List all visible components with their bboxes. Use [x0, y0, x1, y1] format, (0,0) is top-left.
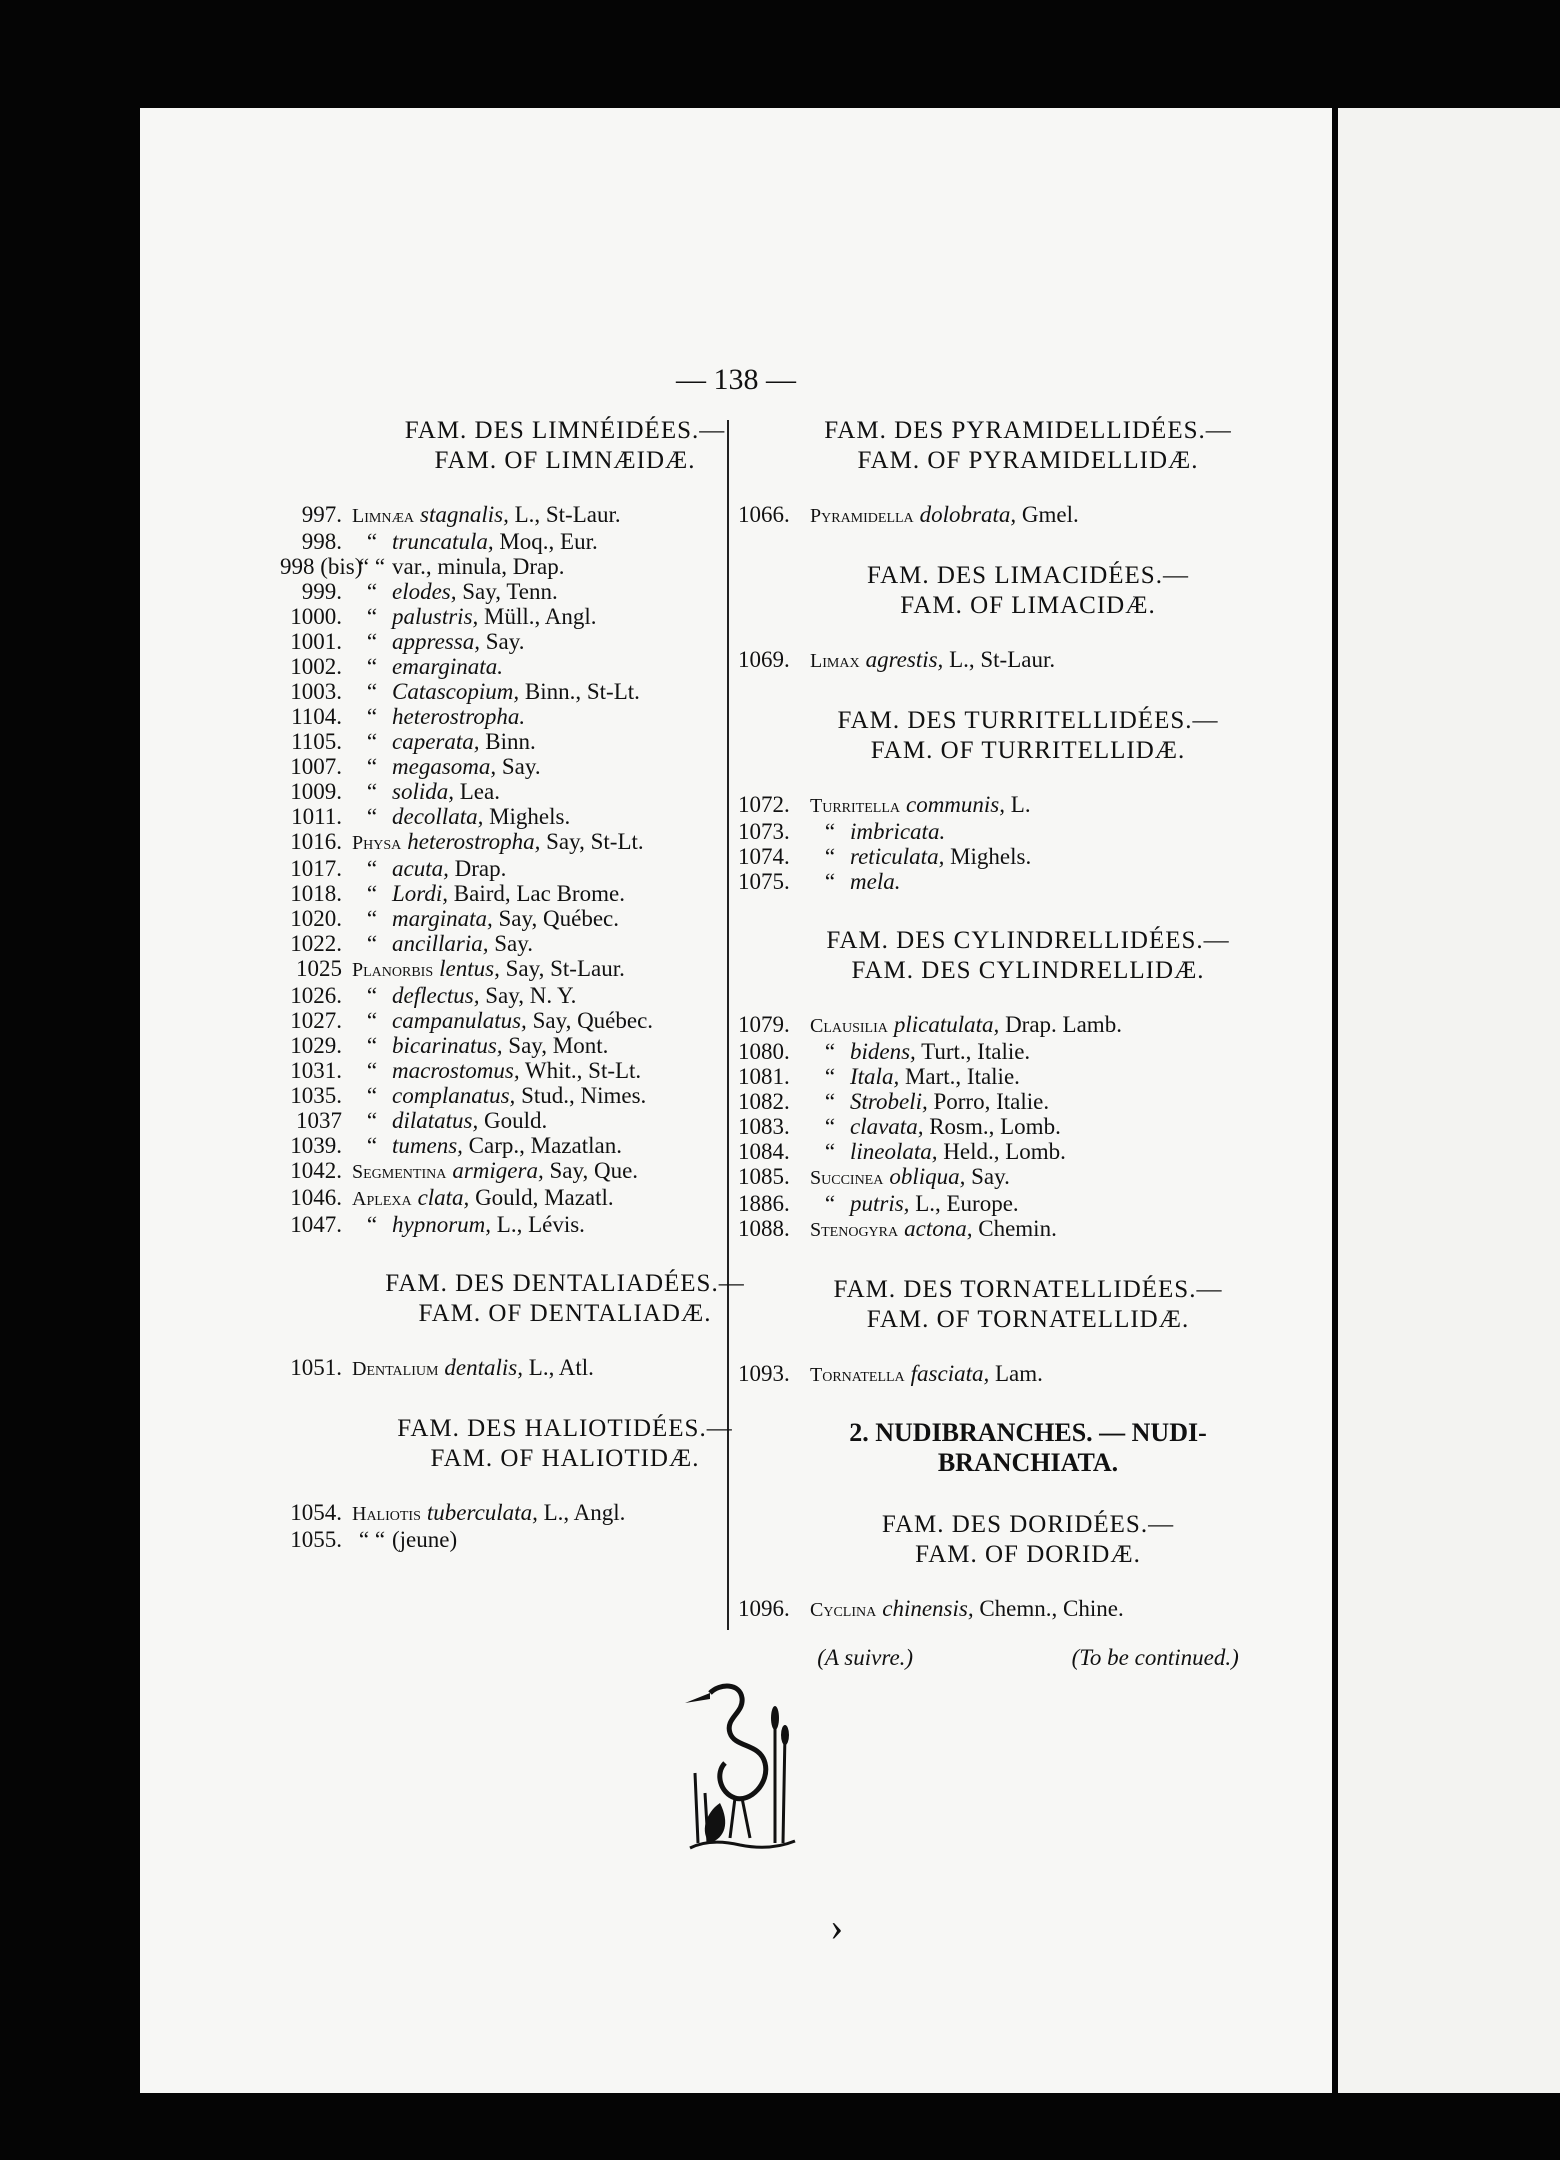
species-name: bicarinatus,: [392, 1033, 503, 1058]
authority-locality: Lea.: [453, 779, 500, 804]
authority-locality: Gmel.: [1016, 502, 1079, 527]
ditto-mark: “: [366, 804, 378, 829]
authority-locality: Baird, Lac Brome.: [448, 881, 625, 906]
entry-text: [342, 704, 525, 729]
order-heading-cont: BRANCHIATA.: [937, 1448, 1119, 1477]
entry-number: 1082.: [738, 1089, 790, 1114]
ditto-mark: “: [366, 779, 378, 804]
entry-number: 1073.: [738, 819, 790, 844]
entry-text: [342, 729, 536, 754]
species-name: lentus,: [439, 956, 500, 981]
genus-name: Tornatella: [810, 1364, 905, 1386]
species-name: elodes,: [392, 579, 457, 604]
authority-locality: Gould, Mazatl.: [469, 1185, 614, 1210]
entry-number: 1000.: [290, 604, 342, 629]
entry-list: [738, 502, 1318, 529]
family-heading-en: FAM. OF HALIOTIDÆ.: [430, 1445, 700, 1472]
family-heading-en: FAM. OF TURRITELLIDÆ.: [870, 737, 1186, 764]
entry-text: [800, 1089, 1049, 1114]
authority-locality: Müll., Angl.: [478, 604, 597, 629]
ditto-mark: “: [824, 1064, 836, 1089]
entry-text: [342, 654, 503, 679]
ditto-mark: “: [366, 1058, 378, 1083]
authority-locality: Say, N. Y.: [479, 983, 577, 1008]
species-name: plicatulata,: [893, 1012, 1000, 1037]
genus-name: Pyramidella: [810, 505, 914, 527]
entry-number: 1022.: [290, 931, 342, 956]
family-heading-fr: FAM. DES LIMNÉIDÉES.—: [404, 417, 726, 444]
entry-number: 1011.: [291, 804, 342, 829]
entry-number: 1035.: [290, 1083, 342, 1108]
authority-locality: Say, Que.: [543, 1158, 639, 1183]
family-heading-en: FAM. OF PYRAMIDELLIDÆ.: [857, 447, 1199, 474]
species-name: heterostropha.: [392, 704, 526, 729]
species-name: dilatatus,: [392, 1108, 479, 1133]
species-name: agrestis,: [865, 647, 944, 672]
species-name: fasciata,: [910, 1361, 990, 1386]
genus-name: Stenogyra: [810, 1219, 899, 1241]
entry-number: 1054.: [290, 1500, 342, 1525]
entry-number: 998.: [301, 529, 342, 554]
authority-locality: Say.: [488, 931, 533, 956]
species-name: decollata,: [392, 804, 484, 829]
entry-text: [342, 983, 576, 1008]
entry-text: [342, 1355, 594, 1382]
entry-text: [800, 844, 1031, 869]
entry-number: 1007.: [290, 754, 342, 779]
ditto-mark: “: [824, 1039, 836, 1064]
order-heading: 2. NUDIBRANCHES. — NUDI-: [849, 1418, 1207, 1447]
species-name: putris,: [850, 1191, 910, 1216]
family-heading-fr: FAM. DES DORIDÉES.—: [881, 1511, 1175, 1538]
entry-text: [800, 1164, 1010, 1191]
species-name: stagnalis,: [420, 502, 509, 527]
ditto-mark: “: [366, 604, 378, 629]
entry-number: 1886.: [738, 1191, 790, 1216]
species-entry: [738, 819, 1318, 844]
ditto-mark: “: [366, 579, 378, 604]
species-name: palustris,: [392, 604, 479, 629]
authority-locality: Moq., Eur.: [493, 529, 598, 554]
entry-text: [800, 1012, 1122, 1039]
ditto-mark: “: [366, 1083, 378, 1108]
entry-number: 1096.: [738, 1596, 790, 1621]
authority-locality: Gould.: [478, 1108, 548, 1133]
ditto-mark: “: [366, 1108, 378, 1133]
entry-text: [800, 1361, 1043, 1388]
authority-locality: Say, Québec.: [526, 1008, 654, 1033]
species-name: communis,: [905, 792, 1006, 817]
species-name: complanatus,: [392, 1083, 516, 1108]
species-name: reticulata,: [850, 844, 945, 869]
authority-locality: Porro, Italie.: [927, 1089, 1050, 1114]
entry-number: 1081.: [738, 1064, 790, 1089]
ditto-mark: “ “: [358, 1527, 386, 1552]
authority-locality: Say.: [965, 1164, 1010, 1189]
entry-text: [342, 1108, 547, 1133]
genus-name: Limnæa: [352, 505, 414, 527]
ditto-mark: “: [366, 629, 378, 654]
genus-name: Cyclina: [810, 1599, 877, 1621]
entry-number: 1084.: [738, 1139, 790, 1164]
species-entry: [738, 1039, 1318, 1064]
species-name: macrostomus,: [392, 1058, 520, 1083]
authority-locality: Turt., Italie.: [915, 1039, 1031, 1064]
entry-number: 1047.: [290, 1212, 342, 1237]
species-name: campanulatus,: [392, 1008, 527, 1033]
species-name: armigera,: [452, 1158, 544, 1183]
ditto-mark: “: [366, 931, 378, 956]
family-heading-en: FAM. OF DORIDÆ.: [915, 1541, 1141, 1568]
entry-text: [342, 1058, 641, 1083]
entry-text: [342, 629, 524, 654]
authority-locality: Say, Québec.: [492, 906, 619, 931]
entry-number: 1029.: [290, 1033, 342, 1058]
entry-number: 999.: [301, 579, 342, 604]
species-entry: [738, 1139, 1318, 1164]
entry-text: [342, 1033, 608, 1058]
genus-name: Succinea: [810, 1167, 884, 1189]
ditto-mark: “: [824, 1114, 836, 1139]
species-name: truncatula,: [392, 529, 494, 554]
entry-number: 1072.: [738, 792, 790, 817]
entry-number: 1025: [296, 956, 342, 981]
ditto-mark: “: [824, 844, 836, 869]
family-heading-fr: FAM. DES TURRITELLIDÉES.—: [837, 707, 1219, 734]
ditto-mark: “: [366, 654, 378, 679]
family-heading-fr: FAM. DES DENTALIADÉES.—: [385, 1270, 745, 1297]
authority-locality: Chemin.: [972, 1216, 1057, 1241]
authority-locality: Say.: [479, 629, 525, 654]
entry-text: [342, 856, 506, 881]
authority-locality: Lam.: [989, 1361, 1043, 1386]
ditto-mark: “: [366, 1008, 378, 1033]
entry-number: 1002.: [290, 654, 342, 679]
entry-number: 1105.: [291, 729, 342, 754]
heron-vignette: [680, 1673, 800, 1853]
species-entry: [738, 1216, 1318, 1243]
genus-name: Physa: [352, 832, 402, 854]
authority-locality: L.: [1005, 792, 1031, 817]
entry-text: [342, 906, 619, 931]
family-heading-fr: FAM. DES TORNATELLIDÉES.—: [833, 1276, 1223, 1303]
species-name: clata,: [417, 1185, 470, 1210]
entry-text: [342, 1185, 614, 1212]
species-name: lineolata,: [850, 1139, 938, 1164]
entry-text: [342, 881, 625, 906]
entry-text: [342, 679, 640, 704]
entry-text: [342, 829, 644, 856]
family-heading-fr: FAM. DES PYRAMIDELLIDÉES.—: [824, 417, 1232, 444]
entry-text: [800, 1064, 1020, 1089]
species-name: solida,: [392, 779, 454, 804]
ditto-mark: “: [366, 881, 378, 906]
species-entry: [738, 502, 1318, 529]
entry-number: 1074.: [738, 844, 790, 869]
entry-list: [738, 1361, 1318, 1388]
entry-number: 1016.: [290, 829, 342, 854]
entry-number: 1003.: [290, 679, 342, 704]
entry-list: [738, 1596, 1318, 1623]
continue-en: (To be continued.): [1071, 1645, 1239, 1670]
entry-text: [342, 1158, 638, 1185]
species-name: megasoma,: [392, 754, 497, 779]
species-entry: [738, 1114, 1318, 1139]
species-name: heterostropha,: [407, 829, 541, 854]
species-entry: [738, 1596, 1318, 1623]
authority-locality: Binn., St-Lt.: [519, 679, 640, 704]
authority-locality: Drap. Lamb.: [999, 1012, 1122, 1037]
ditto-mark: “ “: [358, 554, 386, 579]
species-entry: [738, 647, 1318, 674]
entry-text: [342, 1500, 625, 1527]
entry-number: 1075.: [738, 869, 790, 894]
authority-locality: Drap.: [448, 856, 507, 881]
entry-number: 1039.: [290, 1133, 342, 1158]
ditto-mark: “: [366, 1133, 378, 1158]
species-entry: [738, 1064, 1318, 1089]
authority-locality: Whit., St-Lt.: [519, 1058, 642, 1083]
authority-locality: (jeune): [392, 1527, 458, 1552]
entry-number: 998 (bis): [280, 554, 363, 579]
species-name: Lordi,: [392, 881, 449, 906]
entry-text: [800, 647, 1055, 674]
family-heading-en: FAM. OF LIMNÆIDÆ.: [434, 447, 696, 474]
ditto-mark: “: [366, 729, 378, 754]
entry-text: [800, 1596, 1124, 1623]
entry-text: [800, 502, 1079, 529]
entry-number: 1017.: [290, 856, 342, 881]
ditto-mark: “: [366, 529, 378, 554]
entry-number: 1027.: [290, 1008, 342, 1033]
stray-mark: ›: [830, 1904, 844, 1949]
family-heading-fr: FAM. DES CYLINDRELLIDÉES.—: [826, 927, 1230, 954]
species-entry: [738, 844, 1318, 869]
authority-locality: Say, Mont.: [502, 1033, 609, 1058]
entry-number: 1066.: [738, 502, 790, 527]
ditto-mark: “: [366, 679, 378, 704]
entry-text: [342, 502, 621, 529]
entry-text: [342, 804, 570, 829]
authority-locality: L., Europe.: [909, 1191, 1019, 1216]
ditto-mark: “: [366, 1212, 378, 1237]
entry-text: [800, 1139, 1066, 1164]
entry-number: 1083.: [738, 1114, 790, 1139]
entry-text: [342, 1212, 585, 1237]
authority-locality: L., St-Laur.: [508, 502, 621, 527]
entry-list: [738, 1012, 1318, 1243]
entry-number: 1085.: [738, 1164, 790, 1189]
page-number: — 138 —: [676, 363, 796, 396]
entry-text: [342, 1008, 653, 1033]
family-heading-en: FAM. OF TORNATELLIDÆ.: [866, 1306, 1190, 1333]
authority-locality: L., St-Laur.: [943, 647, 1056, 672]
genus-name: Limax: [810, 650, 860, 672]
species-name: appressa,: [392, 629, 480, 654]
species-entry: [738, 1164, 1318, 1191]
entry-number: 1055.: [290, 1527, 342, 1552]
entry-number: 1037: [296, 1108, 342, 1133]
species-entry: [738, 1012, 1318, 1039]
ditto-mark: “: [366, 856, 378, 881]
species-entry: [738, 1089, 1318, 1114]
species-name: ancillaria,: [392, 931, 489, 956]
species-name: chinensis,: [882, 1596, 974, 1621]
authority-locality: Mighels.: [483, 804, 571, 829]
species-entry: [738, 1361, 1318, 1388]
species-name: obliqua,: [889, 1164, 966, 1189]
family-heading-fr: FAM. DES LIMACIDÉES.—: [867, 562, 1189, 589]
entry-text: [342, 1527, 457, 1552]
entry-number: 1046.: [290, 1185, 342, 1210]
ditto-mark: “: [824, 819, 836, 844]
entry-text: [342, 956, 625, 983]
authority-locality: Binn.: [479, 729, 536, 754]
entry-text: [800, 869, 900, 894]
authority-locality: L., Atl.: [523, 1355, 594, 1380]
authority-locality: L., Lévis.: [491, 1212, 585, 1237]
entry-number: 1001.: [290, 629, 342, 654]
ditto-mark: “: [366, 906, 378, 931]
family-heading-fr: FAM. DES HALIOTIDÉES.—: [397, 1415, 733, 1442]
entry-number: 1009.: [290, 779, 342, 804]
genus-name: Dentalium: [352, 1358, 439, 1380]
entry-text: [800, 1216, 1057, 1243]
genus-name: Planorbis: [352, 959, 434, 981]
species-name: caperata,: [392, 729, 480, 754]
entry-number: 1104.: [291, 704, 342, 729]
species-name: clavata,: [850, 1114, 924, 1139]
family-heading-en: FAM. OF DENTALIADÆ.: [418, 1300, 712, 1327]
adjacent-page-edge: [1338, 108, 1560, 2093]
species-name: deflectus,: [392, 983, 480, 1008]
species-name: acuta,: [392, 856, 449, 881]
species-name: bidens,: [850, 1039, 916, 1064]
genus-name: Segmentina: [352, 1161, 447, 1183]
species-entry: [738, 1191, 1318, 1216]
entry-text: [800, 1039, 1030, 1064]
entry-text: [800, 819, 945, 844]
entry-text: [342, 579, 558, 604]
authority-locality: L., Angl.: [537, 1500, 626, 1525]
ditto-mark: “: [366, 754, 378, 779]
entry-text: [342, 754, 541, 779]
entry-text: [800, 1114, 1061, 1139]
species-name: dentalis,: [444, 1355, 524, 1380]
authority-locality: var., minula, Drap.: [392, 554, 565, 579]
species-name: marginata,: [392, 906, 493, 931]
entry-number: 1031.: [290, 1058, 342, 1083]
entry-text: [342, 931, 533, 956]
entry-text: [342, 779, 500, 804]
species-name: emarginata.: [392, 654, 503, 679]
authority-locality: Carp., Mazatlan.: [462, 1133, 622, 1158]
genus-name: Aplexa: [352, 1188, 412, 1210]
right-column: [738, 416, 1318, 1671]
entry-number: 1020.: [290, 906, 342, 931]
ditto-mark: “: [824, 1139, 836, 1164]
continue-fr: (A suivre.): [817, 1645, 914, 1670]
entry-text: [342, 1083, 646, 1108]
entry-text: [342, 554, 564, 579]
authority-locality: Mart., Italie.: [899, 1064, 1020, 1089]
entry-number: 1079.: [738, 1012, 790, 1037]
genus-name: Clausilia: [810, 1015, 888, 1037]
species-entry: [738, 869, 1318, 894]
authority-locality: Rosm., Lomb.: [923, 1114, 1061, 1139]
page: [140, 108, 1332, 2093]
entry-number: 1069.: [738, 647, 790, 672]
authority-locality: Say, St-Lt.: [540, 829, 644, 854]
species-name: actona,: [904, 1216, 973, 1241]
entry-text: [800, 1191, 1019, 1216]
family-heading-en: FAM. DES CYLINDRELLIDÆ.: [851, 957, 1205, 984]
authority-locality: Mighels.: [944, 844, 1032, 869]
entry-text: [342, 1133, 622, 1158]
species-name: imbricata.: [850, 819, 946, 844]
species-name: tumens,: [392, 1133, 463, 1158]
entry-text: [342, 604, 597, 629]
entry-number: 1080.: [738, 1039, 790, 1064]
entry-list: [738, 647, 1318, 674]
ditto-mark: “: [824, 1089, 836, 1114]
species-name: tuberculata,: [426, 1500, 538, 1525]
authority-locality: Chemn., Chine.: [973, 1596, 1124, 1621]
entry-text: [800, 792, 1031, 819]
entry-number: 1026.: [290, 983, 342, 1008]
genus-name: Turritella: [810, 795, 900, 817]
species-entry: [738, 792, 1318, 819]
entry-number: 1042.: [290, 1158, 342, 1183]
ditto-mark: “: [366, 1033, 378, 1058]
species-name: hypnorum,: [392, 1212, 492, 1237]
entry-list: [738, 792, 1318, 894]
entry-text: [342, 529, 598, 554]
authority-locality: Say, St-Laur.: [499, 956, 625, 981]
entry-number: 997.: [301, 502, 342, 527]
species-name: dolobrata,: [919, 502, 1017, 527]
ditto-mark: “: [366, 704, 378, 729]
species-name: Itala,: [850, 1064, 900, 1089]
species-name: Catascopium,: [392, 679, 520, 704]
genus-name: Haliotis: [352, 1503, 421, 1525]
authority-locality: Stud., Nimes.: [515, 1083, 647, 1108]
ditto-mark: “: [366, 983, 378, 1008]
ditto-mark: “: [824, 1191, 836, 1216]
entry-number: 1051.: [290, 1355, 342, 1380]
entry-number: 1088.: [738, 1216, 790, 1241]
entry-number: 1093.: [738, 1361, 790, 1386]
species-name: mela.: [850, 869, 901, 894]
entry-number: 1018.: [290, 881, 342, 906]
continuation-note: [738, 1645, 1318, 1671]
authority-locality: Say.: [496, 754, 541, 779]
family-heading-en: FAM. OF LIMACIDÆ.: [900, 592, 1156, 619]
authority-locality: Held., Lomb.: [937, 1139, 1066, 1164]
authority-locality: Say, Tenn.: [456, 579, 558, 604]
ditto-mark: “: [824, 869, 836, 894]
species-name: Strobeli,: [850, 1089, 928, 1114]
